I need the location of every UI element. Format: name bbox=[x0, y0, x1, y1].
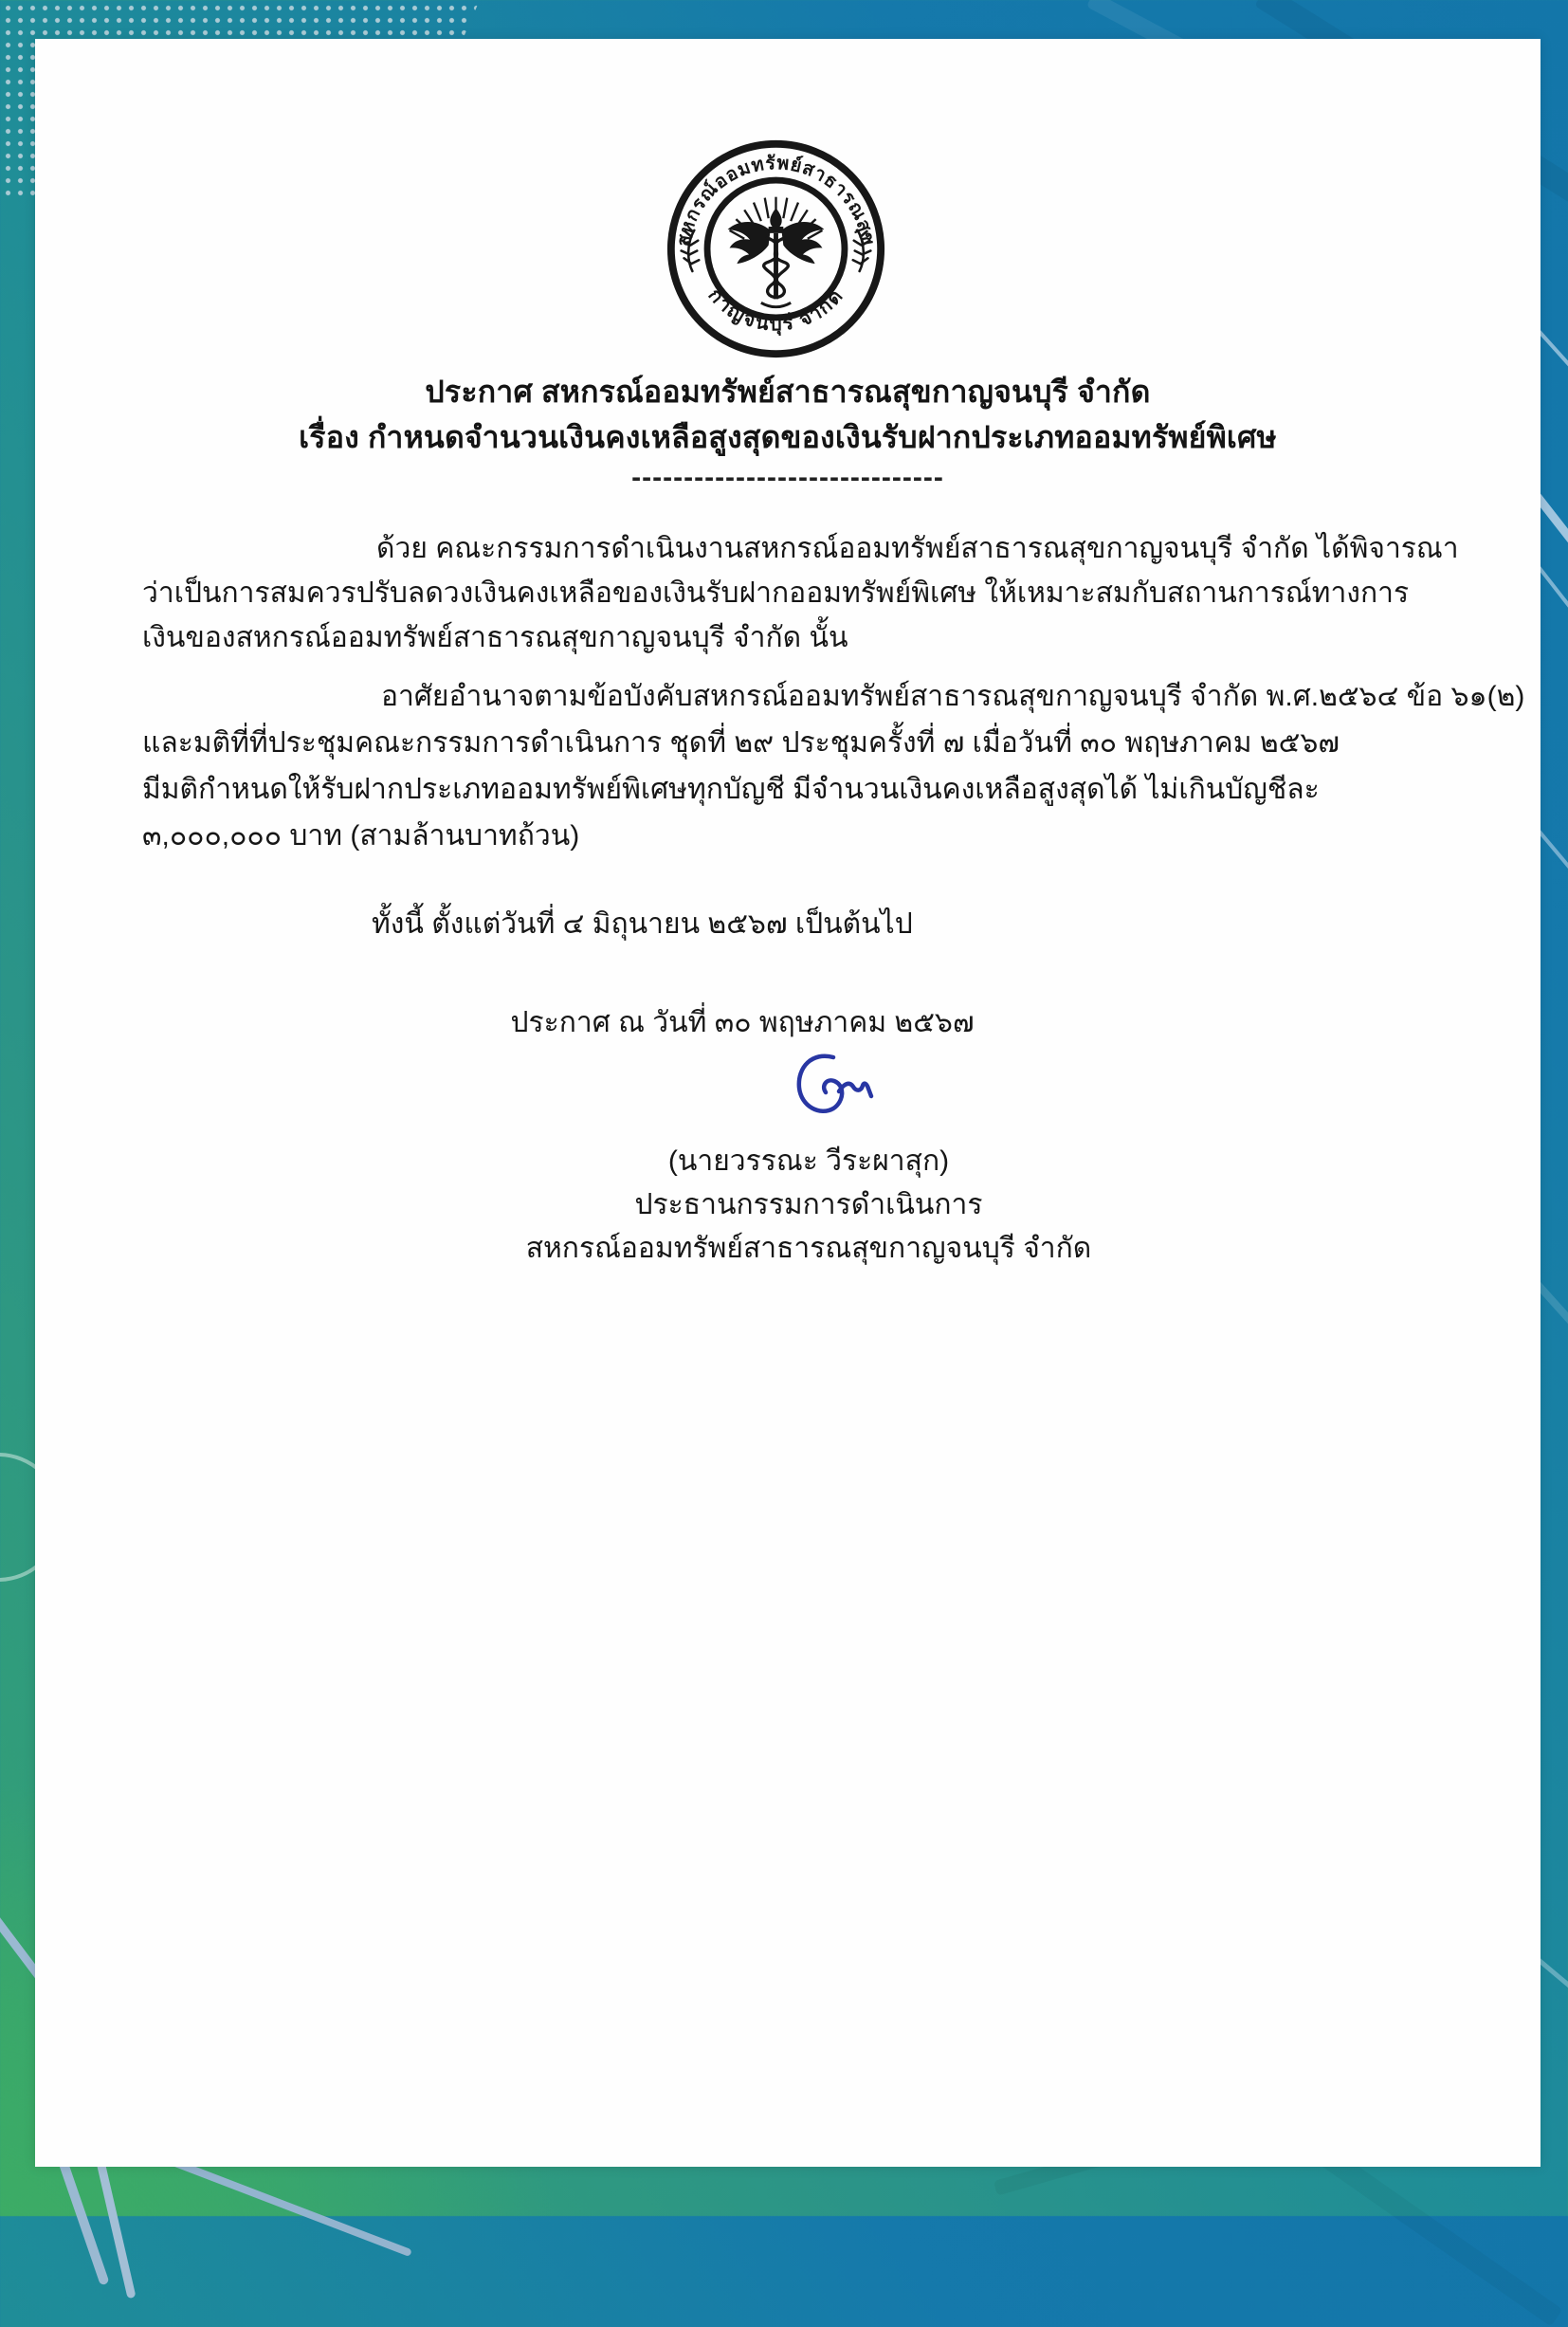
halftone-dot-pattern-top bbox=[0, 0, 480, 39]
document-page bbox=[35, 39, 1541, 2167]
paragraph2-line3: มีมติกำหนดให้รับฝากประเภทออมทรัพย์พิเศษทุกบัญชี มีจำนวนเงินคงเหลือสูงสุดได้ ไม่เกินบัญชีละ bbox=[142, 774, 1320, 805]
seal-torch-cup bbox=[769, 227, 784, 233]
halftone-dot-pattern-left bbox=[0, 39, 35, 202]
paragraph2-line4: ๓,๐๐๐,๐๐๐ บาท (สามล้านบาทถ้วน) bbox=[142, 820, 580, 852]
dashed-separator: ------------------------------ bbox=[631, 462, 944, 493]
paragraph1-line3: เงินของสหกรณ์ออมทรัพย์สาธารณสุขกาญจนบุรี จำกัด นั้น bbox=[142, 622, 848, 653]
seal-base-flourish bbox=[761, 302, 791, 306]
seal-caduceus-emblem bbox=[728, 197, 825, 307]
seal-arc-bottom-text: กาญจนบุรี จำกัด bbox=[703, 284, 848, 336]
paragraph1-line1: ด้วย คณะกรรมการดำเนินงานสหกรณ์ออมทรัพย์สาธารณสุขกาญจนบุรี จำกัด ได้พิจารณา bbox=[376, 533, 1459, 564]
paragraph2-line2: และมติที่ที่ประชุมคณะกรรมการดำเนินการ ชุดที่ ๒๙ ประชุมครั้งที่ ๗ เมื่อวันที่ ๓๐ พฤษภาคม ๒๕๖๗ bbox=[142, 727, 1340, 759]
line-bottom-center bbox=[162, 2154, 412, 2257]
signer-organization: สหกรณ์ออมทรัพย์สาธารณสุขกาญจนบุรี จำกัด bbox=[525, 1233, 1092, 1264]
seal-arc-top-text: สหกรณ์ออมทรัพย์สาธารณสุข bbox=[673, 153, 880, 248]
seal-torch-flame bbox=[770, 208, 781, 227]
effective-date-line: ทั้งนี้ ตั้งแต่วันที่ ๔ มิถุนายน ๒๕๖๗ เป็นต้นไป bbox=[372, 908, 913, 940]
signer-role: ประธานกรรมการดำเนินการ bbox=[634, 1189, 983, 1220]
announcement-title: ประกาศ สหกรณ์ออมทรัพย์สาธารณสุขกาญจนบุรี จำกัด bbox=[425, 375, 1151, 409]
issued-date-line: ประกาศ ณ วันที่ ๓๐ พฤษภาคม ๒๕๖๗ bbox=[510, 1007, 975, 1038]
signature-ink bbox=[786, 1050, 890, 1126]
cooperative-seal-logo bbox=[665, 137, 887, 360]
paragraph2-line1: อาศัยอำนาจตามข้อบังคับสหกรณ์ออมทรัพย์สาธารณสุขกาญจนบุรี จำกัด พ.ศ.๒๕๖๔ ข้อ ๖๑(๒) bbox=[381, 681, 1525, 712]
paragraph1-line2: ว่าเป็นการสมควรปรับลดวงเงินคงเหลือของเงินรับฝากออมทรัพย์พิเศษ ให้เหมาะสมกับสถานการณ์ทางการ bbox=[142, 577, 1410, 609]
announcement-subject: เรื่อง กำหนดจำนวนเงินคงเหลือสูงสุดของเงินรับฝากประเภทออมทรัพย์พิเศษ bbox=[299, 420, 1277, 454]
signer-name: (นายวรรณะ วีระผาสุก) bbox=[667, 1145, 950, 1177]
